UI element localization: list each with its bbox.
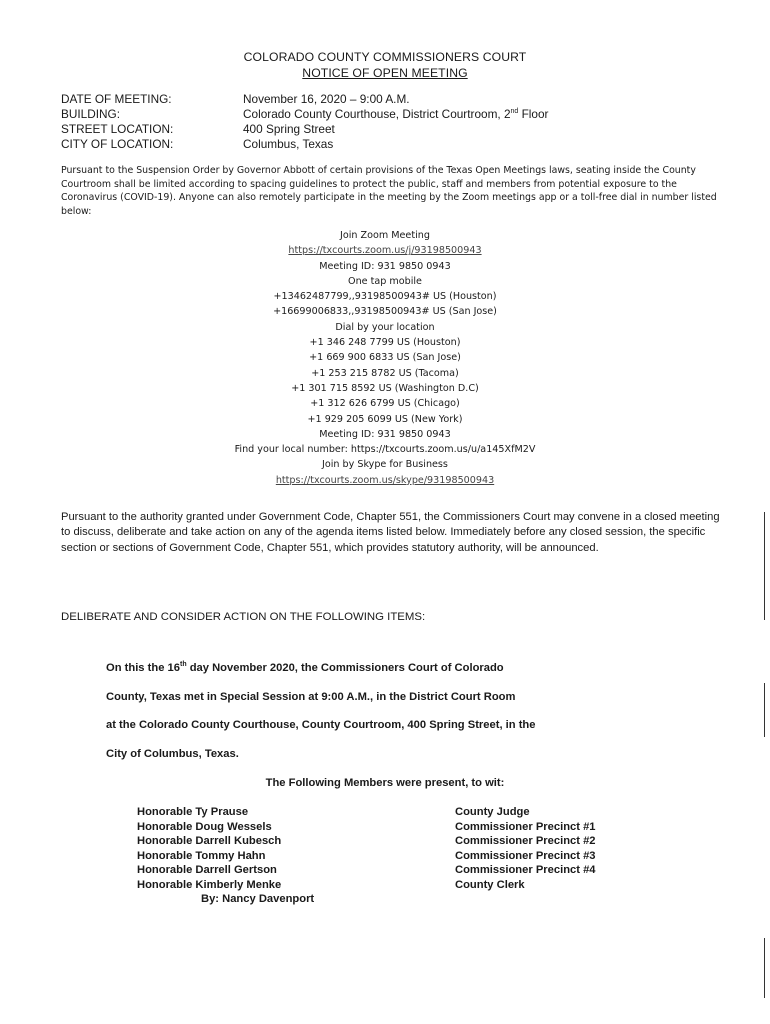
member-row [137,849,657,864]
meeting-info-value [243,107,548,122]
zoom-info-line: Find your local number: https://txcourts.zoom.us/u/a145XfM2V [234,444,536,456]
meeting-date-row [61,92,548,107]
meeting-info-value: 400 Spring Street [243,122,335,136]
zoom-link[interactable]: https://txcourts.zoom.us/skype/93198500943 [275,474,495,486]
zoom-link[interactable]: https://txcourts.zoom.us/j/93198500943 [288,245,482,257]
zoom-info-line: +1 669 900 6833 US (San Jose) [309,352,461,364]
meeting-info [61,92,548,152]
minutes-line: City of Columbus, Texas. [106,747,239,760]
member-title: Commissioner Precinct #4 [455,864,596,876]
member-row [137,863,657,878]
court-name: COLORADO COUNTY COMMISSIONERS COURT [243,50,527,64]
zoom-info-line: +1 301 715 8592 US (Washington D.C) [291,382,479,394]
city-row [61,137,548,152]
zoom-info-block [0,228,770,488]
minutes-text: day November 2020, the Commissioners Court of Colorado [186,662,504,674]
member-name: Honorable Darrell Gertson [137,864,277,876]
members-present-heading: The Following Members were present, to wit: [265,777,505,789]
zoom-info-line: +1 312 626 6799 US (Chicago) [310,398,460,410]
minutes-line: at the Colorado County Courthouse, County Courtroom, 400 Spring Street, in the [106,719,536,731]
minutes-paragraph [106,660,686,774]
member-row [137,878,657,893]
deputy-clerk: By: Nancy Davenport [201,893,315,905]
margin-line [764,938,765,998]
margin-line [764,512,765,620]
zoom-info-line: Dial by your location [335,321,435,333]
minutes-line [106,660,686,689]
margin-line [764,683,765,737]
member-name: Honorable Kimberly Menke [137,878,282,891]
member-row [137,820,657,835]
member-row [137,805,657,820]
suspension-paragraph: Pursuant to the Suspension Order by Governor Abbott of certain provisions of the Texas Open Meetings laws, seating inside the County Courtroom shall be limited according to spacing guidelines to protect the public, staff and members from potential exposure to the Coronavirus (COVID-19). Anyone can also remotely participate in the meeting by the Zoom meetings app or a toll-free dial in number listed below: [61,165,717,217]
closed-session-paragraph: Pursuant to the authority granted under Government Code, Chapter 551, the Commissioners Court may convene in a closed meeting to discuss, deliberate and take action on any of the agenda items listed below. Immediately before any closed session, the specific section or sections of Government Code, Chapter 551, which provides statutory authority, will be announced. [61,511,720,554]
zoom-info-line: Join by Skype for Business [322,459,448,471]
member-title: Commissioner Precinct #2 [455,835,596,847]
meeting-info-value: November 16, 2020 – 9:00 A.M. [243,92,410,106]
zoom-info-line: +1 929 205 6099 US (New York) [307,413,463,425]
floor-suffix: Floor [518,107,549,121]
notice-title: NOTICE OF OPEN MEETING [302,66,468,80]
member-row [137,834,657,849]
building-name: Colorado County Courthouse, District Courtroom, 2 [243,107,511,121]
member-name: Honorable Ty Prause [137,806,249,818]
meeting-info-value: Columbus, Texas [243,137,334,151]
building-row [61,107,548,122]
meeting-info-label: DATE OF MEETING: [61,92,172,106]
meeting-info-label: BUILDING: [61,107,120,121]
zoom-info-line: +16699006833,,93198500943# US (San Jose) [273,306,497,318]
member-name: Honorable Tommy Hahn [137,849,266,862]
meeting-info-label: STREET LOCATION: [61,122,174,136]
zoom-info-line: +13462487799,,93198500943# US (Houston) [273,291,497,303]
member-name: Honorable Doug Wessels [137,820,272,833]
member-name: Honorable Darrell Kubesch [137,835,282,847]
members-list [137,805,657,907]
minutes-text: On this the 16 [106,662,180,674]
floor-ordinal: nd [510,108,519,115]
zoom-info-line: +1 253 215 8782 US (Tacoma) [311,367,459,379]
zoom-info-line: Join Zoom Meeting [340,230,430,241]
member-title: County Clerk [455,878,525,891]
meeting-info-label: CITY OF LOCATION: [61,137,174,151]
deliberate-heading: DELIBERATE AND CONSIDER ACTION ON THE FOLLOWING ITEMS: [61,611,426,623]
member-title: County Judge [455,806,530,818]
minutes-line: County, Texas met in Special Session at 9:00 A.M., in the District Court Room [106,690,516,703]
zoom-info-line: +1 346 248 7799 US (Houston) [309,337,461,349]
zoom-info-line: Meeting ID: 931 9850 0943 [319,260,451,272]
zoom-info-line: Meeting ID: 931 9850 0943 [319,428,451,440]
zoom-info-line: One tap mobile [348,275,422,287]
street-row [61,122,548,137]
document-header [0,49,770,81]
member-title: Commissioner Precinct #3 [455,849,596,862]
member-title: Commissioner Precinct #1 [455,820,596,833]
day-ordinal: th [179,661,187,668]
